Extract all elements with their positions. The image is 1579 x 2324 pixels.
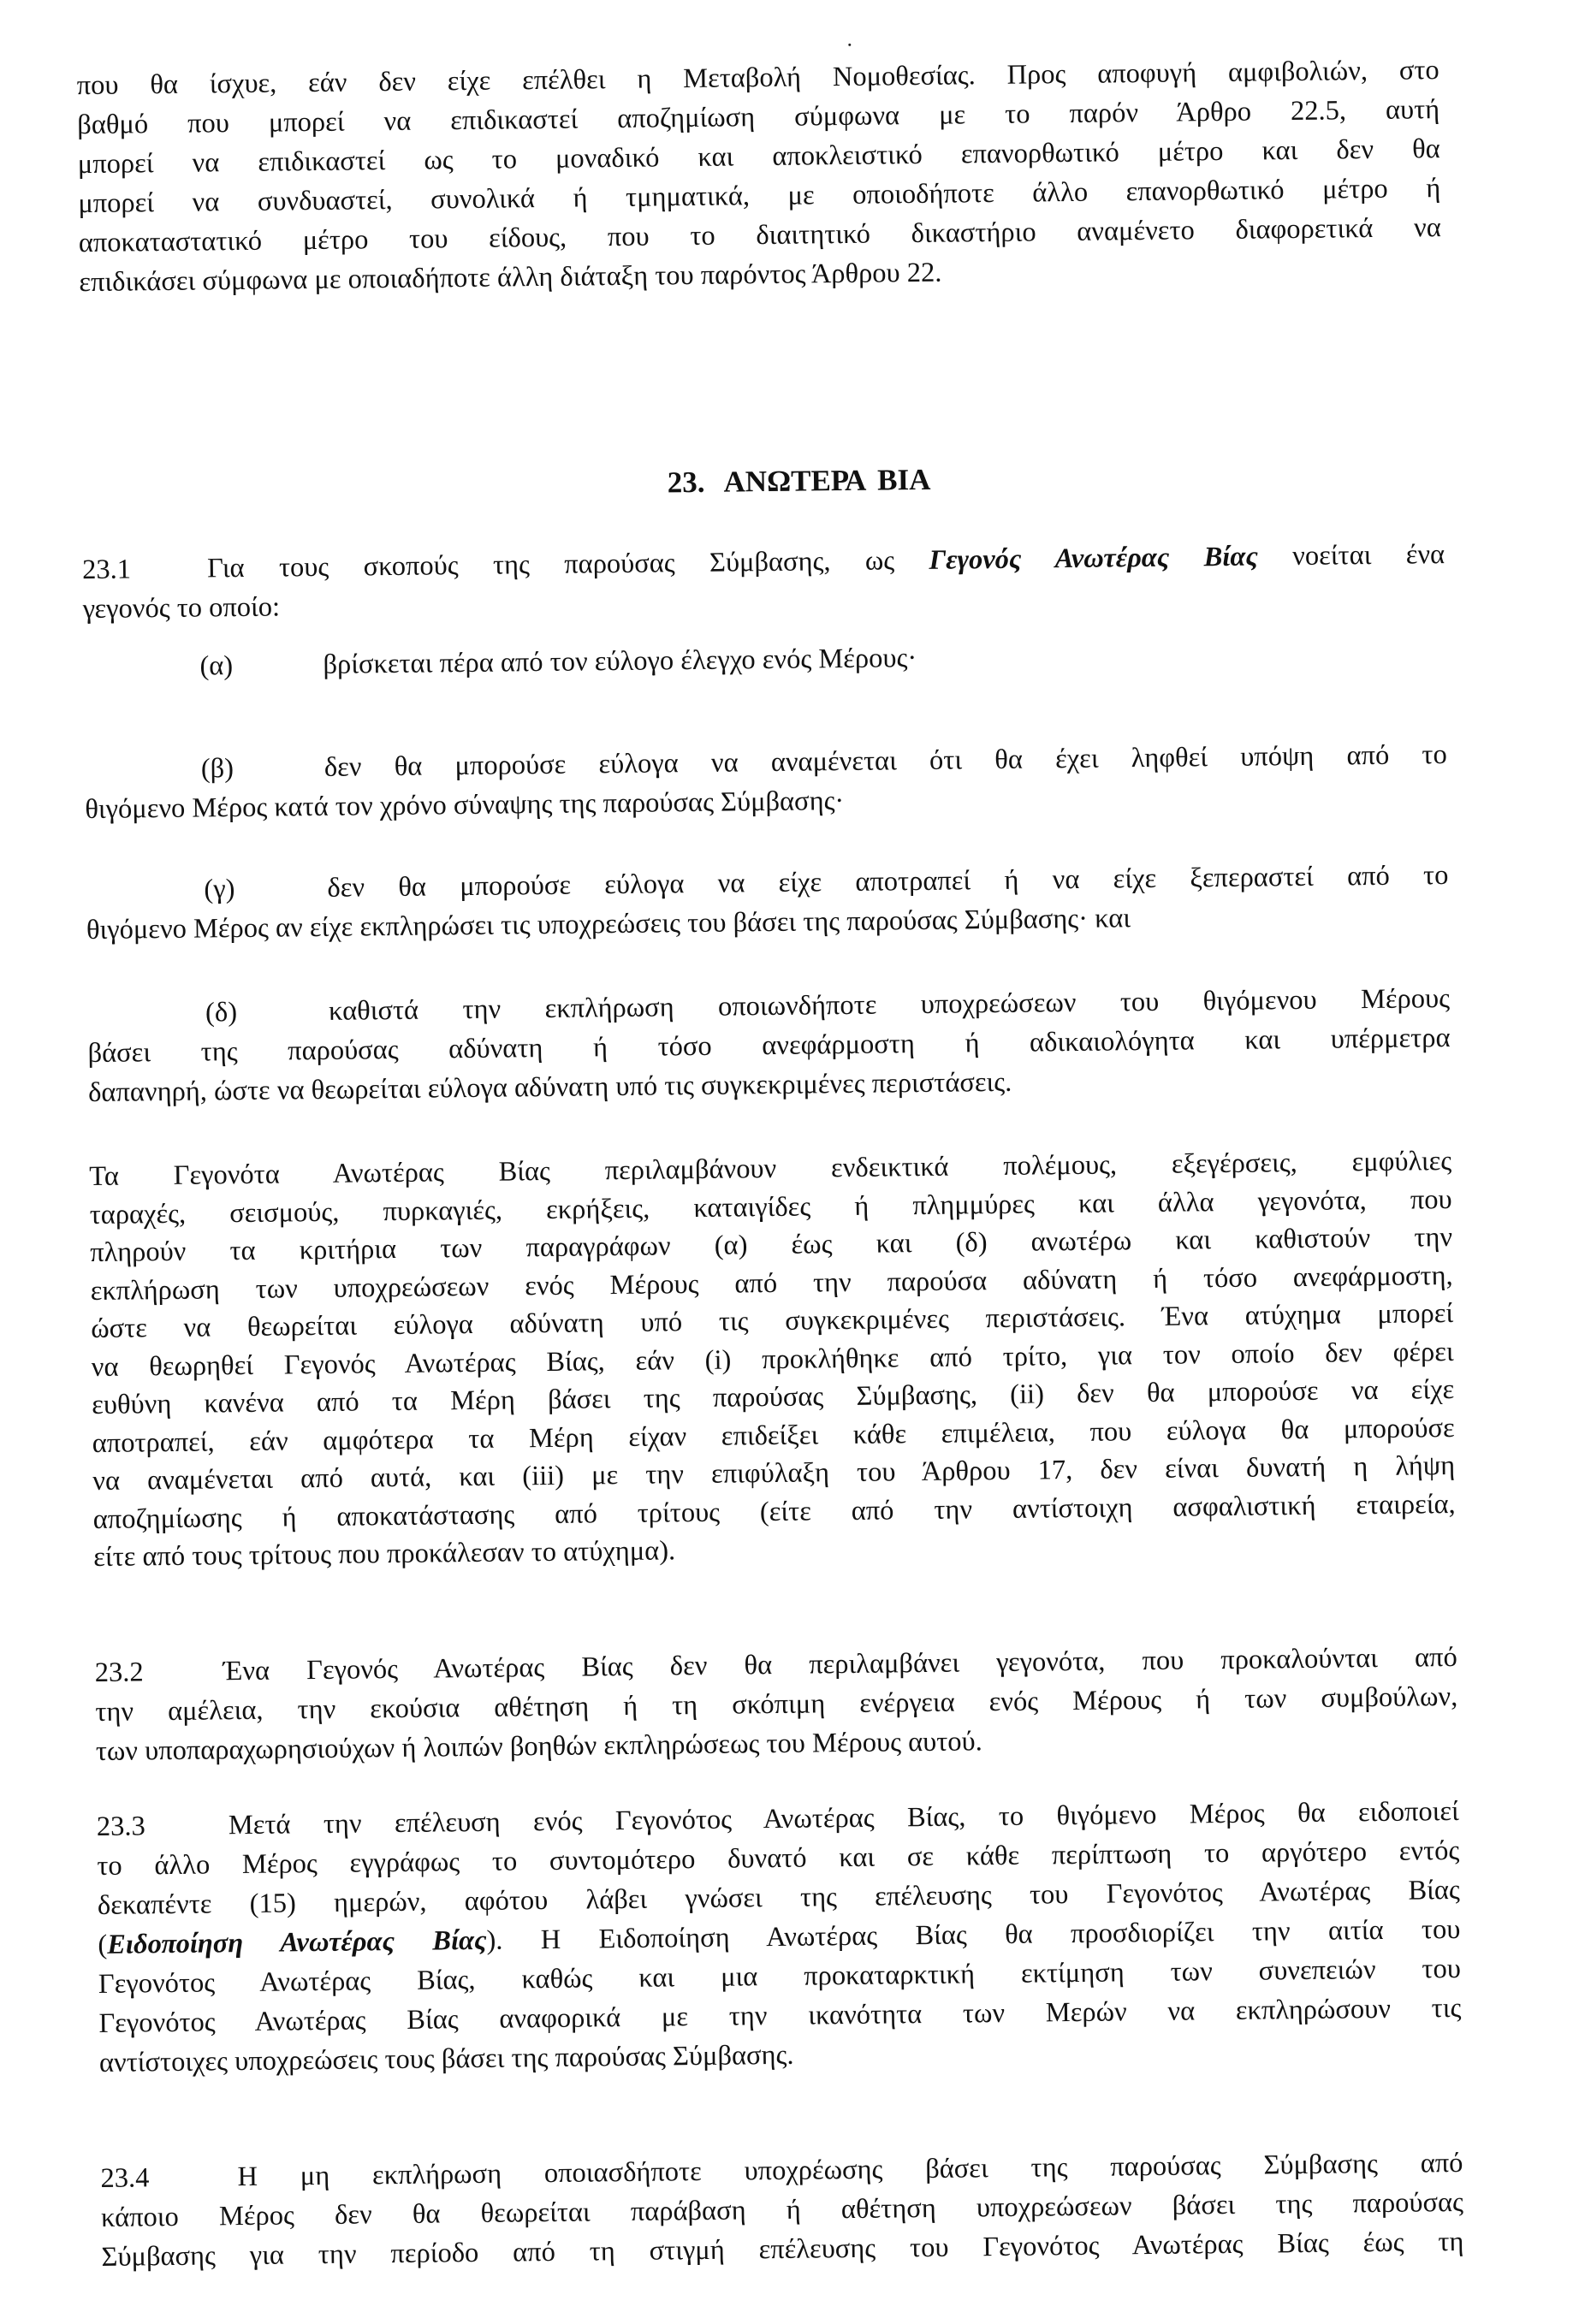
article-22-continuation-paragraph xyxy=(77,50,1442,302)
paragraph-line: κάποιο Μέρος δεν θα θεωρείται παράβαση ή αθέτηση υποχρεώσεων βάσει της παρούσας xyxy=(100,2186,1464,2233)
clause-text-part: Για τους σκοπούς της παρούσας Σύμβασης, ως xyxy=(206,544,929,584)
list-marker: (γ) xyxy=(204,874,235,905)
force-majeure-examples-paragraph xyxy=(89,1142,1456,1577)
paragraph-line: εκπλήρωση των υποχρεώσεων ενός Μέρους από την παρούσα αδύνατη ή τόσο ανεφάρμοστη, xyxy=(90,1260,1453,1307)
list-item-text: δεν θα μπορούσε εύλογα να αναμένεται ότι θα έχει ληφθεί υπόψη από το xyxy=(324,739,1447,783)
paragraph-line: ώστε να θεωρείται εύλογα αδύνατη υπό τις συγκεκριμένες περιστάσεις. Ένα ατύχημα μπορεί xyxy=(91,1297,1454,1345)
paragraph-line: είτε από τους τρίτους που προκάλεσαν το ατύχημα). xyxy=(93,1535,676,1573)
paragraph-line: να θεωρηθεί Γεγονός Ανωτέρας Βίας, εάν (i) προκλήθηκε από τρίτο, για τον οποίο δεν φέρει xyxy=(91,1336,1454,1383)
clause-text: Ένα Γεγονός Ανωτέρας Βίας δεν θα περιλαμβάνει γεγονότα, που προκαλούνται από xyxy=(223,1641,1457,1687)
list-item-delta xyxy=(87,979,1451,1112)
paren-open: ( xyxy=(98,1929,108,1960)
list-marker: (β) xyxy=(200,753,234,785)
section-heading xyxy=(0,453,1571,510)
paragraph-line: των υποπαραχωρησιούχων ή λοιπών βοηθών εκπληρώσεως του Μέρους αυτού. xyxy=(95,1726,982,1767)
paragraph-line: επιδικάσει σύμφωνα με οποιαδήποτε άλλη διάταξη του παρόντος Άρθρου 22. xyxy=(79,257,942,299)
clause-number: 23.2 xyxy=(94,1657,144,1688)
list-item-text: δαπανηρή, ώστε να θεωρείται εύλογα αδύνατη υπό τις συγκεκριμένες περιστάσεις. xyxy=(87,1066,1012,1109)
clause-23-4 xyxy=(100,2143,1463,2277)
list-item-beta xyxy=(85,735,1448,829)
paragraph-line: Γεγονότος Ανωτέρας Βίας αναφορικά με την ικανότητα των Μερών να εκπληρώσουν τις xyxy=(98,1992,1462,2039)
list-item-text: θιγόμενο Μέρος κατά τον χρόνο σύναψης της παρούσας Σύμβασης· xyxy=(85,785,845,826)
paragraph-line: το άλλο Μέρος εγγράφως το συντομότερο δυνατό και σε κάθε περίπτωση το αργότερο εντός xyxy=(97,1835,1460,1882)
clause-number: 23.4 xyxy=(100,2162,150,2194)
paragraph-line: μπορεί να επιδικαστεί ως το μοναδικό και αποκλειστικό επανορθωτικό μέτρο και δεν θα xyxy=(77,133,1440,181)
clause-text: Η μη εκπλήρωση οποιασδήποτε υποχρέωσης βάσει της παρούσας Σύμβασης από xyxy=(237,2147,1463,2193)
list-marker: (δ) xyxy=(205,997,238,1029)
list-item-gamma xyxy=(86,856,1449,950)
paragraph-line: πληρούν τα κριτήρια των παραγράφων (α) έως και (δ) ανωτέρω και καθιστούν την xyxy=(90,1221,1453,1269)
defined-term: Ειδοποίηση Ανωτέρας Βίας xyxy=(107,1924,487,1960)
paragraph-line: αποκαταστατικό μέτρο του είδους, που το διαιτητικό δικαστήριο αναμένετο διαφορετικά να xyxy=(78,212,1441,259)
paragraph-line: αποτραπεί, εάν αμφότερα τα Μέρη είχαν επιδείξει κάθε επιμέλεια, που εύλογα θα μπορούσε xyxy=(92,1412,1455,1459)
list-item-text: δεν θα μπορούσε εύλογα να είχε αποτραπεί ή να είχε ξεπεραστεί από το xyxy=(327,859,1449,904)
paragraph-line: να αναμένεται από αυτά, και (iii) με την επιφύλαξη του Άρθρου 17, δεν είναι δυνατή η λήψη xyxy=(92,1450,1456,1497)
paragraph-line: γεγονός το οποίο: xyxy=(82,591,281,625)
scan-speck xyxy=(848,44,851,46)
list-item-text: βρίσκεται πέρα από τον εύλογο έλεγχο ενός Μέρους· xyxy=(323,643,917,680)
list-item-alpha xyxy=(83,632,1445,687)
clause-23-2 xyxy=(95,1638,1458,1771)
clause-number: 23.1 xyxy=(81,554,132,586)
paragraph-line: ταραχές, σεισμούς, πυρκαγιές, εκρήξεις, καταιγίδες ή πλημμύρες και άλλα γεγονότα, που xyxy=(89,1183,1452,1230)
clause-23-1 xyxy=(82,535,1445,629)
clause-text: Μετά την επέλευση ενός Γεγονότος Ανωτέρας Βίας, το θιγόμενο Μέρος θα ειδοποιεί xyxy=(228,1795,1459,1841)
section-number: 23. xyxy=(667,465,705,500)
paragraph-line: βαθμό που μπορεί να επιδικαστεί αποζημίωση σύμφωνα με το παρόν Άρθρο 22.5, αυτή xyxy=(77,94,1440,141)
paragraph-line: δεκαπέντε (15) ημερών, αφότου λάβει γνώσει της επέλευσης του Γεγονότος Ανωτέρας Βίας xyxy=(97,1874,1460,1921)
list-item-text: καθιστά την εκπλήρωση οποιωνδήποτε υποχρεώσεων του θιγόμενου Μέρους xyxy=(328,982,1451,1027)
section-title: ΑΝΩΤΕΡΑ ΒΙΑ xyxy=(723,462,931,499)
paragraph-line: Τα Γεγονότα Ανωτέρας Βίας περιλαμβάνουν ενδεικτικά πολέμους, εξεγέρσεις, εμφύλιες xyxy=(89,1145,1452,1193)
clause-text-part: νοείται ένα xyxy=(1257,539,1445,572)
clause-23-3 xyxy=(97,1792,1463,2083)
clause-text-part: ). Η Ειδοποίηση Ανωτέρας Βίας θα προσδιορίζει την αιτία του xyxy=(486,1913,1461,1956)
paragraph-line: αποζημίωσης ή αποκατάστασης από τρίτους (είτε από την αντίστοιχη ασφαλιστική εταιρεία, xyxy=(92,1488,1456,1535)
paragraph-line: Σύμβασης για την περίοδο από τη στιγμή επέλευσης του Γεγονότος Ανωτέρας Βίας έως τη xyxy=(101,2226,1464,2273)
defined-term: Γεγονός Ανωτέρας Βίας xyxy=(929,541,1259,576)
list-marker: (α) xyxy=(199,650,234,682)
paragraph-line: αντίστοιχες υποχρεώσεις τους βάσει της παρούσας Σύμβασης. xyxy=(98,2039,794,2078)
list-item-text: βάσει της παρούσας αδύνατη ή τόσο ανεφάρμοστη ή αδικαιολόγητα και υπέρμετρα xyxy=(87,1022,1451,1070)
list-item-text: θιγόμενο Μέρος αν είχε εκπληρώσει τις υποχρεώσεις του βάσει της παρούσας Σύμβασης· και xyxy=(86,903,1131,946)
paragraph-line: ευθύνη κανένα από τα Μέρη βάσει της παρούσας Σύμβασης, (ii) δεν θα μπορούσε να είχε xyxy=(92,1373,1455,1421)
list-item-first-line xyxy=(83,632,1445,687)
paragraph-line: που θα ίσχυε, εάν δεν είχε επέλθει η Μεταβολή Νομοθεσίας. Προς αποφυγή αμφιβολιών, στο xyxy=(76,55,1440,102)
paragraph-line: Γεγονότος Ανωτέρας Βίας, καθώς και μια προκαταρκτική εκτίμηση των συνεπειών του xyxy=(98,1953,1462,2000)
paragraph-line: την αμέλεια, την εκούσια αθέτηση ή τη σκόπιμη ενέργεια ενός Μέρους ή των συμβούλων, xyxy=(95,1681,1458,1728)
clause-number: 23.3 xyxy=(96,1811,145,1842)
paragraph-line: μπορεί να συνδυαστεί, συνολικά ή τμηματικά, με οποιοδήποτε άλλο επανορθωτικό μέτρο ή xyxy=(78,173,1441,220)
